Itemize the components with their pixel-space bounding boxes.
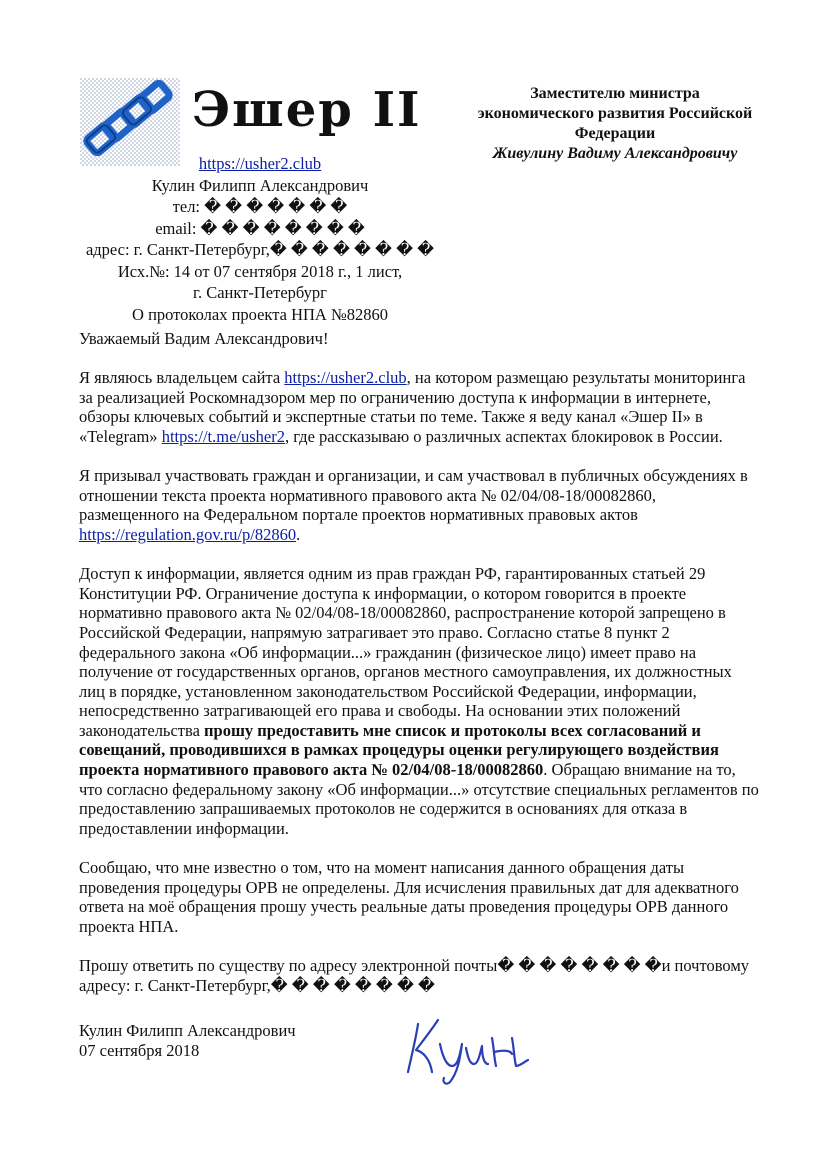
- p1-text-b: , на котором размещаю результаты мониторинга за реализацией Роскомнадзором мер по ограничению доступа к информации в интернете, обзоры ключевых событий и экспертные статьи по теме. Также я веду канал «Эшер II» в «Telegram»: [79, 368, 746, 446]
- closing-date: 07 сентября 2018: [79, 1041, 200, 1060]
- p1-text-a: Я являюсь владельцем сайта: [79, 368, 285, 388]
- p2-text-a: Я призывал участвовать граждан и организации, и сам участвовал в публичных обсуждениях в отношении текста проекта нормативного правового акта № 02/04/08-18/00082860, размещенного на Федеральном портале проектов нормативных правовых актов: [79, 466, 748, 525]
- logo-title: Эшер II: [192, 82, 422, 138]
- sender-address: адрес: г. Санкт-Петербург,� � � � � � � �: [85, 240, 435, 259]
- sender-name: Кулин Филипп Александрович: [151, 175, 369, 195]
- p1-text-c: , где рассказываю о различных аспектах блокировок в России.: [284, 426, 723, 446]
- p3-text-b: . Обращаю внимание на то, что согласно федеральному закону «Об информации...» отсутствие специальных регламентов по предоставлению запрашиваемых протоколов не содержится в основаниях для отказа в предоставлении информации.: [79, 760, 759, 838]
- usher-site-link[interactable]: https://usher2.club: [284, 368, 407, 388]
- telegram-link[interactable]: https://t.me/usher2: [161, 426, 285, 446]
- recipient-block: [430, 84, 800, 164]
- paragraph-5: Прошу ответить по существу по адресу электронной почты� � � � � � � �и почтовому адресу: г. Санкт-Петербург,� � � � � � � �: [79, 956, 750, 995]
- paragraph-4: Сообщаю, что мне известно о том, что на момент написания данного обращения даты проведения процедуры ОРВ не определены. Для исчисления правильных дат для адекватного ответа на моё обращения прошу учесть реальные даты проведения процедуры ОРВ данного проекта НПА.: [79, 858, 739, 936]
- letter-body: [79, 329, 759, 1015]
- paragraph-2: [79, 466, 759, 544]
- greeting: Уважаемый Вадим Александрович!: [79, 329, 329, 348]
- closing-block: [79, 1021, 296, 1061]
- sender-block: [60, 153, 460, 325]
- closing-name: Кулин Филипп Александрович: [79, 1021, 296, 1040]
- p3-request-bold: прошу предоставить мне список и протоколы всех согласований и совещаний, проводившихся в рамках процедуры оценки регулирующего воздействия проекта нормативного правового акта № 02/04/08-18/00082860: [79, 720, 719, 780]
- letter-subject: О протоколах проекта НПА №82860: [132, 304, 388, 324]
- recipient-name: Живулину Вадиму Александровичу: [492, 145, 738, 162]
- p3-text-a: Доступ к информации, является одним из прав граждан РФ, гарантированных статьей 29 Конституции РФ. Ограничение доступа к информации, о котором говорится в проекте нормативно правового акта № 02/04/08-18/00082860, распространение которой запрещено в Российской Федерации, напрямую затрагивает это право. Согласно статье 8 пункт 2 федерального закона «Об информации...» гражданин (физическое лицо) имеет право на получение от государственных органов, органов местного самоуправления, их должностных лиц в порядке, установленном законодательством Российской Федерации, информации, непосредственно затрагивающей его права и свободы. На основании этих положений законодательства: [79, 564, 732, 740]
- paragraph-1: [79, 368, 759, 446]
- regulation-link[interactable]: https://regulation.gov.ru/p/82860: [79, 524, 297, 544]
- recipient-line-1: Заместителю министра: [530, 85, 700, 102]
- recipient-line-3: Федерации: [574, 125, 656, 142]
- sender-city: г. Санкт-Петербург: [193, 283, 327, 302]
- sender-site-link[interactable]: https://usher2.club: [198, 154, 322, 173]
- sender-email: email: � � � � � � � �: [155, 218, 365, 238]
- sender-ref: Исх.№: 14 от 07 сентября 2018 г., 1 лист,: [117, 261, 403, 281]
- paragraph-3: [79, 564, 759, 838]
- recipient-line-2: экономического развития Российской: [477, 105, 753, 122]
- handwritten-signature: [396, 1010, 536, 1090]
- p2-text-b: .: [296, 524, 301, 544]
- sender-phone: тел: � � � � � � �: [172, 197, 348, 216]
